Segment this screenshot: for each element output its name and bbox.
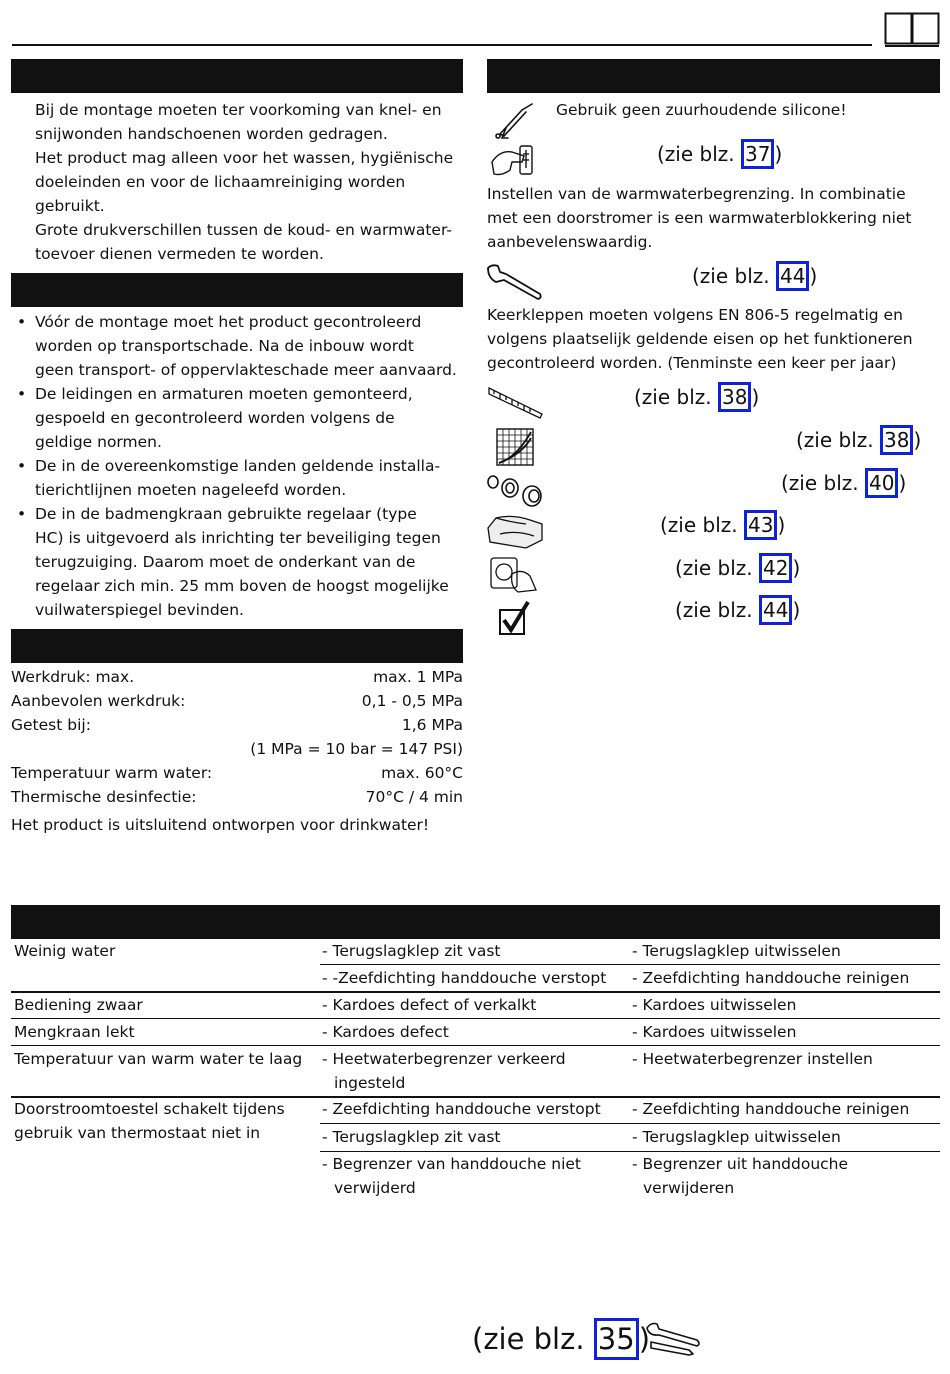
- problem-cell: gebruik van thermostaat niet in: [14, 1124, 261, 1142]
- para-line: aanbevelenswaardig.: [487, 233, 653, 251]
- safety-header-bar: [11, 59, 463, 93]
- para-line: Keerkleppen moeten volgens EN 806-5 regelmatig en: [487, 306, 903, 324]
- ref-prefix: (zie blz.: [675, 556, 759, 580]
- cause-cell: - Kardoes defect: [322, 1023, 449, 1041]
- ref-prefix: (zie blz.: [634, 385, 718, 409]
- mounting-line: terugzuiging. Daarom moet de onderkant van de: [35, 553, 416, 571]
- page-link[interactable]: 43: [744, 510, 777, 540]
- ref-suffix: ): [792, 556, 801, 580]
- page-link[interactable]: 42: [759, 553, 792, 583]
- spec-value: max. 60°C: [381, 764, 463, 782]
- mounting-line: De in de overeenkomstige landen geldende installa-: [35, 457, 441, 475]
- ref-suffix: ): [898, 471, 907, 495]
- spec-label: Thermische desinfectie:: [11, 788, 197, 806]
- mounting-line: De in de badmengkraan gebruikte regelaar (type: [35, 505, 417, 523]
- specs-note: Het product is uitsluitend ontworpen voor drinkwater!: [11, 816, 430, 834]
- fix-cell: - Kardoes uitwisselen: [632, 1023, 797, 1041]
- problem-cell: Weinig water: [14, 942, 116, 960]
- safety-line: doeleinden en voor de lichaamreiniging worden: [35, 173, 406, 191]
- spec-value: 0,1 - 0,5 MPa: [361, 692, 463, 710]
- cause-cell: - Kardoes defect of verkalkt: [322, 996, 537, 1014]
- mounting-line: HC) is uitgevoerd als inrichting ter beveiliging tegen: [35, 529, 441, 547]
- mounting-line: geen transport- of oppervlakteschade meer aanvaard.: [35, 361, 457, 379]
- fix-cell: verwijderen: [643, 1179, 735, 1197]
- page-ref-40[interactable]: [781, 468, 906, 498]
- flow-diagram-icon: [496, 428, 534, 466]
- silicone-warning: Gebruik geen zuurhoudende silicone!: [556, 101, 847, 119]
- page-ref-42[interactable]: [675, 553, 800, 583]
- bullet: •: [17, 313, 27, 331]
- checkbox-icon: [498, 600, 530, 638]
- page-ref-44b[interactable]: [675, 595, 800, 625]
- spec-label: Temperatuur warm water:: [11, 764, 213, 782]
- trouble-header-bar: [11, 905, 940, 939]
- spec-value: 70°C / 4 min: [365, 788, 463, 806]
- page-ref-44[interactable]: [692, 261, 817, 291]
- right-header-bar: [487, 59, 940, 93]
- safety-line: Grote drukverschillen tussen de koud- en warmwater-: [35, 221, 452, 239]
- ref-prefix: (zie blz.: [472, 1322, 594, 1356]
- ref-suffix: ): [777, 513, 786, 537]
- fix-cell: - Zeefdichting handdouche reinigen: [632, 969, 910, 987]
- ref-prefix: (zie blz.: [660, 513, 744, 537]
- mounting-line: gespoeld en gecontroleerd worden volgens de: [35, 409, 395, 427]
- cause-cell: - -Zeefdichting handdouche verstopt: [322, 969, 607, 987]
- cause-cell: - Heetwaterbegrenzer verkeerd: [322, 1050, 566, 1068]
- mounting-line: tierichtlijnen moeten nageleefd worden.: [35, 481, 347, 499]
- mounting-line: De leidingen en armaturen moeten gemonteerd,: [35, 385, 413, 403]
- fix-cell: - Kardoes uitwisselen: [632, 996, 797, 1014]
- problem-cell: Bediening zwaar: [14, 996, 143, 1014]
- safety-line: gebruikt.: [35, 197, 105, 215]
- header-rule: [12, 44, 872, 46]
- spec-label: Aanbevolen werkdruk:: [11, 692, 186, 710]
- book-icon: [884, 12, 940, 48]
- fix-cell: - Zeefdichting handdouche reinigen: [632, 1100, 910, 1118]
- ref-suffix: ): [913, 428, 922, 452]
- fix-cell: - Heetwaterbegrenzer instellen: [632, 1050, 873, 1068]
- parts-icon: [486, 474, 544, 508]
- ref-suffix: ): [792, 598, 801, 622]
- ref-prefix: (zie blz.: [781, 471, 865, 495]
- ref-prefix: (zie blz.: [675, 598, 759, 622]
- cause-cell: - Zeefdichting handdouche verstopt: [322, 1100, 601, 1118]
- cause-cell: ingesteld: [334, 1074, 406, 1092]
- ruler-icon: [488, 384, 544, 420]
- para-line: Instellen van de warmwaterbegrenzing. In combinatie: [487, 185, 906, 203]
- row-divider: [320, 1123, 940, 1124]
- cleaning-icon: [486, 510, 544, 550]
- specs-header-bar: [11, 629, 463, 663]
- ref-prefix: (zie blz.: [657, 142, 741, 166]
- ref-suffix: ): [774, 142, 783, 166]
- row-divider: [11, 1018, 940, 1019]
- page-link[interactable]: 44: [776, 261, 809, 291]
- mounting-line: regelaar zich min. 25 mm boven de hoogst mogelijke: [35, 577, 449, 595]
- spec-value: max. 1 MPa: [373, 668, 463, 686]
- cause-cell: - Begrenzer van handdouche niet: [322, 1155, 581, 1173]
- page-ref-38a[interactable]: [634, 382, 759, 412]
- ref-suffix: ): [751, 385, 760, 409]
- fix-cell: - Begrenzer uit handdouche: [632, 1155, 849, 1173]
- page-link[interactable]: 38: [880, 425, 913, 455]
- safety-line: Het product mag alleen voor het wassen, hygiënische: [35, 149, 454, 167]
- bullet: •: [17, 505, 27, 523]
- cause-cell: - Terugslagklep zit vast: [322, 942, 501, 960]
- safety-line: toevoer dienen vermeden te worden.: [35, 245, 324, 263]
- valve-hand-icon: [488, 554, 540, 594]
- mounting-line: vuilwaterspiegel bevinden.: [35, 601, 244, 619]
- cause-cell: verwijderd: [334, 1179, 416, 1197]
- problem-cell: Temperatuur van warm water te laag: [14, 1050, 303, 1068]
- spec-label: Werkdruk: max.: [11, 668, 135, 686]
- cause-cell: - Terugslagklep zit vast: [322, 1128, 501, 1146]
- page-link[interactable]: 38: [718, 382, 751, 412]
- page-ref-37[interactable]: [657, 139, 782, 169]
- ref-suffix: ): [809, 264, 818, 288]
- page-link[interactable]: 40: [865, 468, 898, 498]
- para-line: volgens plaatselijk geldende eisen op het funktioneren: [487, 330, 913, 348]
- ref-prefix: (zie blz.: [692, 264, 776, 288]
- safety-line: Bij de montage moeten ter voorkoming van knel- en: [35, 101, 442, 119]
- mounting-header-bar: [11, 273, 463, 307]
- page-link[interactable]: 35: [594, 1318, 639, 1360]
- mounting-line: geldige normen.: [35, 433, 162, 451]
- problem-cell: Mengkraan lekt: [14, 1023, 135, 1041]
- ref-suffix: ): [638, 1322, 651, 1356]
- silicone-gun-icon: [492, 100, 536, 140]
- safety-line: snijwonden handschoenen worden gedragen.: [35, 125, 388, 143]
- spec-label: Getest bij:: [11, 716, 91, 734]
- footer-page-ref[interactable]: [472, 1318, 650, 1360]
- mounting-line: worden op transportschade. Na de inbouw wordt: [35, 337, 414, 355]
- page-link[interactable]: 37: [741, 139, 774, 169]
- page-ref-43[interactable]: [660, 510, 785, 540]
- spec-value: 1,6 MPa: [401, 716, 463, 734]
- para-line: gecontroleerd worden. (Tenminste een keer per jaar): [487, 354, 897, 372]
- ref-prefix: (zie blz.: [796, 428, 880, 452]
- page-ref-38b[interactable]: [796, 425, 921, 455]
- row-divider: [320, 964, 940, 965]
- bullet: •: [17, 385, 27, 403]
- page-link[interactable]: 44: [759, 595, 792, 625]
- row-divider: [11, 1045, 940, 1046]
- problem-cell: Doorstroomtoestel schakelt tijdens: [14, 1100, 285, 1118]
- fix-cell: - Terugslagklep uitwisselen: [632, 1128, 841, 1146]
- spec-value: (1 MPa = 10 bar = 147 PSI): [250, 740, 463, 758]
- fix-cell: - Terugslagklep uitwisselen: [632, 942, 841, 960]
- para-line: met een doorstromer is een warmwaterblokkering niet: [487, 209, 912, 227]
- mounting-line: Vóór de montage moet het product gecontroleerd: [35, 313, 422, 331]
- tools-icon: [645, 1320, 703, 1356]
- wrench-icon: [486, 262, 544, 302]
- bullet: •: [17, 457, 27, 475]
- temperature-adjust-icon: [490, 140, 536, 180]
